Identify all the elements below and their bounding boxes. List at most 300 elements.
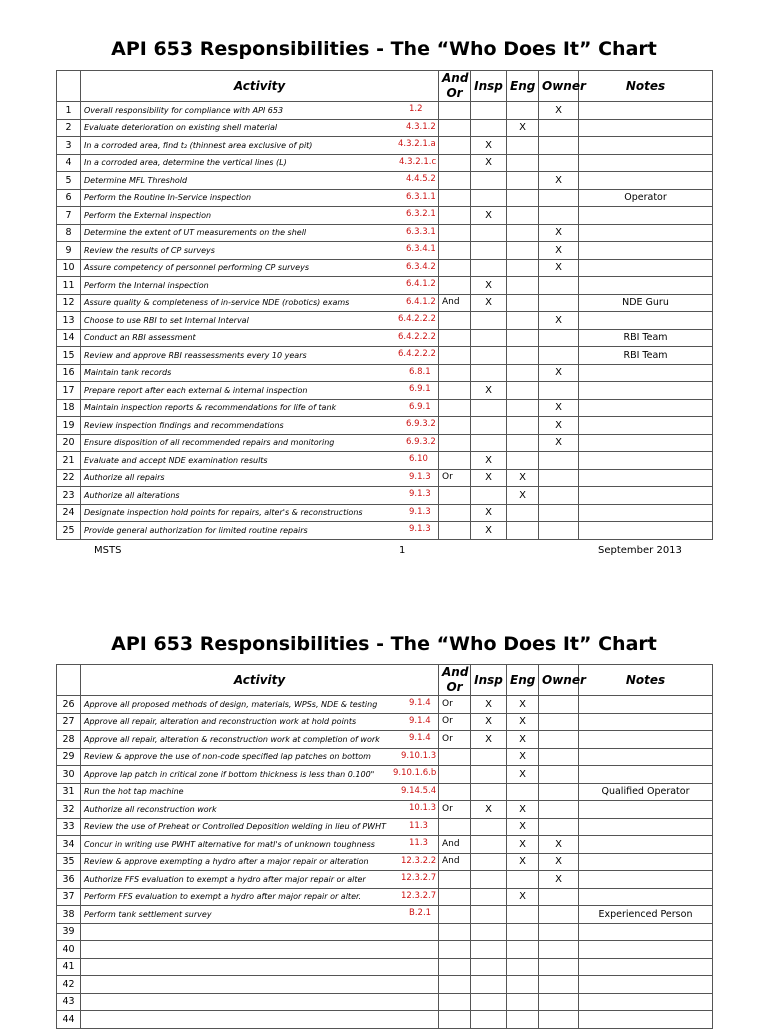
- eng-mark: [507, 958, 539, 976]
- eng-mark: X: [507, 731, 539, 749]
- table-row: [57, 207, 713, 225]
- insp-mark: [471, 1011, 507, 1029]
- activity-text: Approve lap patch in critical zone if bottom thickness is less than 0.100": [84, 769, 375, 779]
- insp-mark: [471, 119, 507, 137]
- activity-text: Maintain inspection reports & recommendations for life of tank: [84, 403, 337, 413]
- insp-mark: X: [471, 277, 507, 295]
- owner-mark: [539, 207, 579, 225]
- row-number: 11: [57, 277, 81, 295]
- notes-cell: RBI Team: [579, 329, 713, 347]
- eng-mark: [507, 329, 539, 347]
- section-reference: 9.1.4: [409, 698, 431, 708]
- notes-cell: [579, 696, 713, 714]
- and-or-cell: [439, 172, 471, 190]
- owner-mark: [539, 522, 579, 540]
- and-or-cell: [439, 137, 471, 155]
- row-number: 9: [57, 242, 81, 260]
- notes-cell: [579, 382, 713, 400]
- section-reference: 4.3.2.1.c: [399, 156, 437, 167]
- table-row: [57, 452, 713, 470]
- table-row: [57, 189, 713, 207]
- and-or-cell: [439, 242, 471, 260]
- activity-cell: [81, 312, 439, 330]
- activity-text: Approve all proposed methods of design, materials, WPSs, NDE & testing: [84, 699, 378, 709]
- insp-mark: [471, 958, 507, 976]
- section-reference: 6.4.2.2.2: [398, 314, 436, 324]
- row-number: 3: [57, 137, 81, 155]
- row-number: 5: [57, 172, 81, 190]
- insp-mark: X: [471, 452, 507, 470]
- row-number: 7: [57, 207, 81, 225]
- section-reference: 6.4.2.2.2: [398, 331, 436, 342]
- owner-mark: [539, 277, 579, 295]
- and-or-cell: [439, 958, 471, 976]
- eng-mark: [507, 976, 539, 994]
- owner-mark: X: [539, 434, 579, 452]
- and-or-cell: [439, 923, 471, 941]
- insp-mark: [471, 783, 507, 801]
- activity-cell: [81, 1011, 439, 1029]
- row-number: 17: [57, 382, 81, 400]
- and-or-cell: [439, 364, 471, 382]
- section-reference: 6.3.4.2: [406, 261, 436, 272]
- table-body-2: [57, 696, 713, 1029]
- notes-cell: [579, 469, 713, 487]
- eng-mark: [507, 207, 539, 225]
- eng-mark: [507, 417, 539, 435]
- activity-cell: [81, 504, 439, 522]
- activity-cell: [81, 102, 439, 120]
- activity-cell: [81, 242, 439, 260]
- header-insp: Insp: [471, 665, 507, 696]
- table-row: [57, 713, 713, 731]
- insp-mark: [471, 836, 507, 854]
- insp-mark: [471, 347, 507, 365]
- activity-text: Approve all repair, alteration & reconstruction work at completion of work: [84, 734, 380, 744]
- section-reference: 6.8.1: [409, 366, 431, 377]
- row-number: 8: [57, 224, 81, 242]
- row-number: 6: [57, 189, 81, 207]
- insp-mark: [471, 312, 507, 330]
- activity-cell: [81, 294, 439, 312]
- insp-mark: [471, 906, 507, 924]
- notes-cell: [579, 277, 713, 295]
- activity-cell: [81, 696, 439, 714]
- owner-mark: [539, 976, 579, 994]
- insp-mark: X: [471, 154, 507, 172]
- and-or-cell: [439, 224, 471, 242]
- section-reference: 12.3.2.7: [401, 890, 437, 901]
- eng-mark: X: [507, 713, 539, 731]
- eng-mark: [507, 137, 539, 155]
- owner-mark: [539, 766, 579, 784]
- activity-text: Perform the External inspection: [84, 210, 212, 220]
- owner-mark: X: [539, 871, 579, 889]
- notes-cell: [579, 993, 713, 1011]
- insp-mark: [471, 766, 507, 784]
- header-and-or: And Or: [439, 71, 471, 102]
- notes-cell: [579, 487, 713, 505]
- owner-mark: X: [539, 312, 579, 330]
- section-reference: 6.4.2.2.2: [398, 349, 436, 359]
- notes-cell: [579, 871, 713, 889]
- eng-mark: [507, 242, 539, 260]
- insp-mark: [471, 941, 507, 959]
- eng-mark: [507, 871, 539, 889]
- eng-mark: [507, 993, 539, 1011]
- table-row: [57, 853, 713, 871]
- header-num: [57, 71, 81, 102]
- notes-cell: [579, 504, 713, 522]
- owner-mark: [539, 713, 579, 731]
- footer-page-number: 1: [399, 545, 406, 556]
- insp-mark: [471, 871, 507, 889]
- and-or-cell: [439, 487, 471, 505]
- row-number: 14: [57, 329, 81, 347]
- section-reference: 6.4.1.2: [406, 279, 436, 289]
- table-row: [57, 766, 713, 784]
- activity-cell: [81, 417, 439, 435]
- header-num: [57, 665, 81, 696]
- table-row: [57, 382, 713, 400]
- notes-cell: [579, 766, 713, 784]
- activity-cell: [81, 277, 439, 295]
- and-or-cell: [439, 399, 471, 417]
- notes-cell: [579, 731, 713, 749]
- row-number: 27: [57, 713, 81, 731]
- and-or-cell: [439, 993, 471, 1011]
- owner-mark: X: [539, 259, 579, 277]
- and-or-cell: And: [439, 853, 471, 871]
- row-number: 13: [57, 312, 81, 330]
- and-or-cell: [439, 277, 471, 295]
- owner-mark: X: [539, 853, 579, 871]
- insp-mark: X: [471, 696, 507, 714]
- table-row: [57, 417, 713, 435]
- activity-cell: [81, 748, 439, 766]
- row-number: 35: [57, 853, 81, 871]
- table-row: [57, 696, 713, 714]
- activity-text: Review & approve exempting a hydro after a major repair or alteration: [84, 857, 369, 867]
- and-or-cell: [439, 871, 471, 889]
- activity-cell: [81, 154, 439, 172]
- notes-cell: [579, 748, 713, 766]
- table-row: [57, 958, 713, 976]
- section-reference: 1.2: [409, 104, 423, 114]
- and-or-cell: [439, 207, 471, 225]
- row-number: 44: [57, 1011, 81, 1029]
- activity-text: Perform the Routine In-Service inspection: [84, 193, 252, 203]
- section-reference: 9.1.3: [409, 524, 431, 534]
- insp-mark: [471, 242, 507, 260]
- activity-text: Designate inspection hold points for repairs, alter's & reconstructions: [84, 508, 363, 518]
- owner-mark: [539, 1011, 579, 1029]
- header-owner: Owner: [539, 71, 579, 102]
- activity-cell: [81, 259, 439, 277]
- activity-cell: [81, 783, 439, 801]
- notes-cell: [579, 818, 713, 836]
- eng-mark: X: [507, 469, 539, 487]
- section-reference: 4.4.5.2: [406, 174, 436, 184]
- eng-mark: [507, 522, 539, 540]
- activity-text: Evaluate deterioration on existing shell material: [84, 123, 278, 133]
- section-reference: 6.9.3.2: [406, 436, 436, 447]
- section-reference: B.2.1: [409, 908, 432, 918]
- insp-mark: X: [471, 382, 507, 400]
- and-or-cell: [439, 766, 471, 784]
- notes-cell: [579, 923, 713, 941]
- insp-mark: X: [471, 731, 507, 749]
- notes-cell: Experienced Person: [579, 906, 713, 924]
- activity-cell: [81, 801, 439, 819]
- page-2-title: API 653 Responsibilities - The “Who Does It” Chart: [111, 633, 657, 655]
- owner-mark: [539, 696, 579, 714]
- notes-cell: [579, 259, 713, 277]
- eng-mark: [507, 102, 539, 120]
- notes-cell: [579, 522, 713, 540]
- row-number: 42: [57, 976, 81, 994]
- notes-cell: [579, 399, 713, 417]
- table-header-row: [57, 665, 713, 696]
- notes-cell: [579, 417, 713, 435]
- row-number: 28: [57, 731, 81, 749]
- activity-cell: [81, 434, 439, 452]
- insp-mark: [471, 259, 507, 277]
- notes-cell: Operator: [579, 189, 713, 207]
- notes-cell: [579, 137, 713, 155]
- insp-mark: [471, 976, 507, 994]
- activity-text: Maintain tank records: [84, 368, 172, 378]
- owner-mark: X: [539, 399, 579, 417]
- eng-mark: [507, 154, 539, 172]
- eng-mark: [507, 783, 539, 801]
- notes-cell: [579, 801, 713, 819]
- owner-mark: [539, 294, 579, 312]
- eng-mark: [507, 277, 539, 295]
- row-number: 23: [57, 487, 81, 505]
- page-1-title: API 653 Responsibilities - The “Who Does It” Chart: [111, 38, 657, 60]
- eng-mark: [507, 452, 539, 470]
- row-number: 4: [57, 154, 81, 172]
- table-row: [57, 748, 713, 766]
- row-number: 43: [57, 993, 81, 1011]
- and-or-cell: [439, 452, 471, 470]
- notes-cell: [579, 941, 713, 959]
- section-reference: 6.10: [409, 454, 428, 464]
- activity-cell: [81, 906, 439, 924]
- row-number: 31: [57, 783, 81, 801]
- insp-mark: X: [471, 294, 507, 312]
- notes-cell: [579, 888, 713, 906]
- activity-text: Authorize FFS evaluation to exempt a hydro after major repair or alter: [84, 874, 366, 884]
- owner-mark: X: [539, 364, 579, 382]
- owner-mark: [539, 801, 579, 819]
- row-number: 15: [57, 347, 81, 365]
- insp-mark: [471, 102, 507, 120]
- activity-cell: [81, 347, 439, 365]
- section-reference: 9.10.1.6.b: [393, 768, 437, 778]
- insp-mark: [471, 399, 507, 417]
- owner-mark: [539, 504, 579, 522]
- responsibilities-table-2: [56, 664, 713, 1029]
- eng-mark: [507, 189, 539, 207]
- section-reference: 6.3.1.1: [406, 191, 436, 202]
- notes-cell: [579, 452, 713, 470]
- row-number: 38: [57, 906, 81, 924]
- row-number: 24: [57, 504, 81, 522]
- notes-cell: [579, 172, 713, 190]
- activity-text: Assure quality & completeness of in-service NDE (robotics) exams: [84, 298, 350, 308]
- and-or-cell: [439, 906, 471, 924]
- activity-text: Conduct an RBI assessment: [84, 333, 196, 343]
- table-body-1: [57, 102, 713, 540]
- and-or-cell: And: [439, 294, 471, 312]
- activity-cell: [81, 119, 439, 137]
- eng-mark: X: [507, 696, 539, 714]
- owner-mark: [539, 731, 579, 749]
- and-or-cell: [439, 434, 471, 452]
- table-row: [57, 801, 713, 819]
- row-number: 21: [57, 452, 81, 470]
- owner-mark: [539, 487, 579, 505]
- section-reference: 10.1.3: [409, 803, 437, 813]
- notes-cell: [579, 853, 713, 871]
- eng-mark: [507, 347, 539, 365]
- insp-mark: [471, 748, 507, 766]
- activity-text: Evaluate and accept NDE examination results: [84, 455, 268, 465]
- eng-mark: X: [507, 766, 539, 784]
- owner-mark: [539, 137, 579, 155]
- eng-mark: X: [507, 888, 539, 906]
- eng-mark: X: [507, 487, 539, 505]
- row-number: 37: [57, 888, 81, 906]
- activity-cell: [81, 976, 439, 994]
- insp-mark: [471, 189, 507, 207]
- and-or-cell: [439, 154, 471, 172]
- row-number: 2: [57, 119, 81, 137]
- activity-text: In a corroded area, determine the vertical lines (L): [84, 158, 287, 168]
- activity-text: Prepare report after each external & internal inspection: [84, 385, 308, 395]
- row-number: 32: [57, 801, 81, 819]
- row-number: 20: [57, 434, 81, 452]
- activity-cell: [81, 487, 439, 505]
- activity-cell: [81, 871, 439, 889]
- owner-mark: [539, 189, 579, 207]
- and-or-cell: [439, 888, 471, 906]
- table-row: [57, 119, 713, 137]
- owner-mark: [539, 154, 579, 172]
- notes-cell: [579, 154, 713, 172]
- insp-mark: [471, 923, 507, 941]
- eng-mark: X: [507, 119, 539, 137]
- notes-cell: [579, 836, 713, 854]
- insp-mark: [471, 888, 507, 906]
- activity-text: Authorize all alterations: [84, 490, 180, 500]
- eng-mark: X: [507, 801, 539, 819]
- activity-text: Perform tank settlement survey: [84, 909, 212, 919]
- responsibilities-table-1: [56, 70, 713, 540]
- table-row: [57, 102, 713, 120]
- activity-cell: [81, 189, 439, 207]
- notes-cell: [579, 958, 713, 976]
- table-row: [57, 364, 713, 382]
- insp-mark: [471, 818, 507, 836]
- and-or-cell: [439, 189, 471, 207]
- table-row: [57, 172, 713, 190]
- notes-cell: [579, 364, 713, 382]
- insp-mark: [471, 434, 507, 452]
- activity-cell: [81, 941, 439, 959]
- activity-cell: [81, 382, 439, 400]
- table-row: [57, 941, 713, 959]
- row-number: 33: [57, 818, 81, 836]
- eng-mark: [507, 312, 539, 330]
- activity-text: Approve all repair, alteration and reconstruction work at hold points: [84, 717, 357, 727]
- table-row: [57, 993, 713, 1011]
- row-number: 30: [57, 766, 81, 784]
- section-reference: 6.9.3.2: [406, 419, 436, 429]
- table-row: [57, 923, 713, 941]
- notes-cell: RBI Team: [579, 347, 713, 365]
- owner-mark: X: [539, 836, 579, 854]
- insp-mark: [471, 417, 507, 435]
- eng-mark: [507, 504, 539, 522]
- section-reference: 9.1.3: [409, 471, 431, 482]
- table-row: [57, 906, 713, 924]
- section-reference: 6.3.4.1: [406, 244, 436, 254]
- activity-text: Overall responsibility for compliance with API 653: [84, 105, 284, 115]
- header-eng: Eng: [507, 71, 539, 102]
- header-activity: Activity: [81, 71, 439, 102]
- activity-text: Determine MFL Threshold: [84, 175, 188, 185]
- header-eng: Eng: [507, 665, 539, 696]
- activity-text: Assure competency of personnel performing CP surveys: [84, 263, 309, 273]
- owner-mark: [539, 783, 579, 801]
- table-header-row: [57, 71, 713, 102]
- row-number: 10: [57, 259, 81, 277]
- insp-mark: [471, 993, 507, 1011]
- owner-mark: [539, 818, 579, 836]
- insp-mark: X: [471, 207, 507, 225]
- and-or-cell: [439, 818, 471, 836]
- and-or-cell: [439, 417, 471, 435]
- owner-mark: X: [539, 242, 579, 260]
- and-or-cell: [439, 504, 471, 522]
- and-or-cell: Or: [439, 469, 471, 487]
- and-or-cell: [439, 312, 471, 330]
- row-number: 36: [57, 871, 81, 889]
- section-reference: 11.3: [409, 838, 428, 848]
- activity-cell: [81, 993, 439, 1011]
- table-row: [57, 487, 713, 505]
- activity-cell: [81, 137, 439, 155]
- row-number: 34: [57, 836, 81, 854]
- row-number: 26: [57, 696, 81, 714]
- table-row: [57, 731, 713, 749]
- owner-mark: [539, 119, 579, 137]
- and-or-cell: [439, 976, 471, 994]
- activity-cell: [81, 766, 439, 784]
- row-number: 1: [57, 102, 81, 120]
- row-number: 16: [57, 364, 81, 382]
- header-notes: Notes: [579, 71, 713, 102]
- table-row: [57, 871, 713, 889]
- and-or-cell: [439, 522, 471, 540]
- table-row: [57, 329, 713, 347]
- table-row: [57, 504, 713, 522]
- row-number: 39: [57, 923, 81, 941]
- activity-text: Review the use of Preheat or Controlled Deposition welding in lieu of PWHT: [84, 822, 386, 832]
